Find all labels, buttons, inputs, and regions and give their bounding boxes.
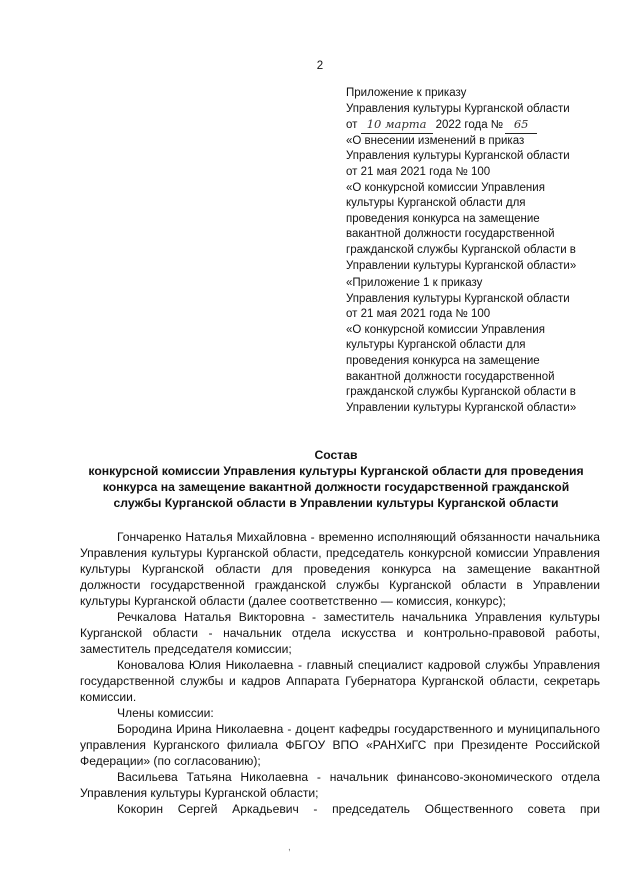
appendix-subject-line: проведения конкурса на замещение (346, 212, 540, 225)
member-paragraph: Речкалова Наталья Викторовна - заместитель начальника Управления культуры Курганской области - начальник отдела искусства и контрольно-правовой работы, заместитель председателя комиссии; (80, 610, 600, 656)
title-subtitle (60, 463, 612, 511)
commission-members (80, 529, 600, 817)
appendix-org: Управления культуры Курганской области (346, 102, 570, 115)
appendix-subject-line: гражданской службы Курганской области в (346, 243, 576, 256)
appendix-subject-line: Управлении культуры Курганской области» (346, 259, 577, 272)
title-subtitle-line: конкурса на замещение вакантной должности государственной гражданской (102, 480, 570, 494)
original-appendix-line: проведения конкурса на замещение (346, 354, 540, 367)
member-paragraph: Васильева Татьяна Николаевна - начальник финансово-экономического отдела Управления культуры Курганской области; (80, 770, 600, 800)
member-paragraph: Члены комиссии: (117, 706, 214, 720)
scan-mark: , (288, 842, 291, 853)
appendix-subject-line: вакантной должности государственной (346, 228, 555, 241)
original-appendix-line: от 21 мая 2021 года № 100 (346, 308, 491, 321)
member-paragraph: Бородина Ирина Николаевна - доцент кафедры государственного и муниципального управления Курганского филиала ФБГОУ ВПО «РАНХиГС при Президенте Российской Федерации» (по согласованию); (80, 722, 600, 768)
original-appendix-line: «Приложение 1 к приказу (346, 277, 483, 289)
appendix-title: Приложение к приказу (346, 87, 467, 99)
member-paragraph: Коновалова Юлия Николаевна - главный специалист кадровой службы Управления государственной службы и кадров Аппарата Губернатора Курганской области, секретарь комиссии. (80, 658, 600, 704)
original-appendix-line: вакантной должности государственной (346, 370, 555, 383)
original-appendix-line: культуры Курганской области для (346, 339, 526, 352)
appendix-block-current (346, 86, 606, 274)
member-paragraph: Гончаренко Наталья Михайловна - временно исполняющий обязанности начальника Управления культуры Курганской области, председатель конкурсной комиссии Управления культуры Курганской области для проведения конкурса на замещение вакантной должности государственной гражданской службы Курганской области в Управлении культуры Курганской области (далее соответственно — комиссия, конкурс); (80, 530, 600, 608)
page-number: 2 (316, 60, 324, 72)
appendix-subject-line: «О конкурсной комиссии Управления (346, 181, 545, 194)
title-heading: Состав (314, 448, 358, 462)
handwritten-date: 10 марта (361, 117, 433, 134)
original-appendix-text (346, 276, 606, 416)
document-title (60, 447, 612, 511)
title-subtitle-line: конкурсной комиссии Управления культуры Курганской области для проведения (88, 464, 584, 478)
original-appendix-line: Управления культуры Курганской области (346, 292, 570, 305)
title-subtitle-line: службы Курганской области в Управлении культуры Курганской области (113, 496, 559, 510)
appendix-date-line (346, 117, 606, 134)
original-appendix-line: гражданской службы Курганской области в (346, 386, 576, 399)
appendix-subject-line: от 21 мая 2021 года № 100 (346, 165, 491, 178)
date-prefix: от (346, 119, 358, 132)
year-text: 2022 года № (435, 119, 504, 132)
appendix-subject-line: культуры Курганской области для (346, 197, 526, 210)
appendix-block-original (346, 276, 606, 416)
member-paragraph: Кокорин Сергей Аркадьевич - председатель Общественного совета при (117, 802, 600, 816)
handwritten-number: 65 (505, 117, 537, 134)
original-appendix-line: Управлении культуры Курганской области» (346, 401, 577, 414)
appendix-subject-line: Управления культуры Курганской области (346, 150, 570, 163)
appendix-subject-line: «О внесении изменений в приказ (346, 134, 525, 147)
appendix-subject (346, 134, 606, 274)
original-appendix-line: «О конкурсной комиссии Управления (346, 323, 545, 336)
